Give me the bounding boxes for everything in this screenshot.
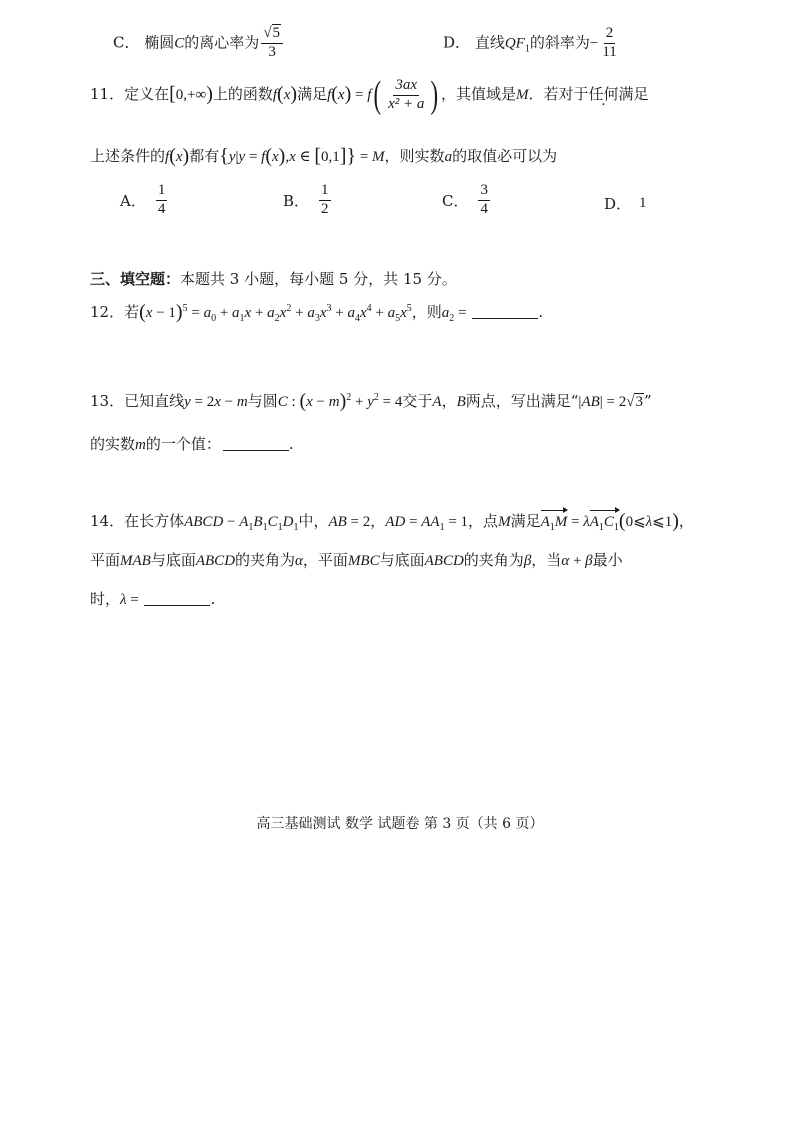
q10-option-d: D． 直线$QF_1$的斜率为− $\frac{2}{11}$ — [443, 25, 617, 60]
q11-option-b: B． $\frac{1}{2}$ — [283, 182, 329, 217]
q11-line2: 上述条件的f(x)都有{y|y = f(x),x ∈ [0,1]} = M，则实数a的取值必可以为 — [90, 145, 558, 167]
q14-answer-blank[interactable] — [144, 593, 210, 606]
q11-fraction: $\frac{3ax}{\text{x² + a}}$ — [388, 76, 425, 112]
q10-optd-fraction: $\frac{2}{11}$ — [602, 25, 617, 60]
q11-emphasis: 任何 — [588, 85, 619, 103]
q14-line2: 平面MAB与底面ABCD的夹角为α，平面MBC与底面ABCD的夹角为β，当α + β最小 — [90, 551, 623, 569]
q11-option-c: C． $\frac{3}{4}$ — [442, 182, 488, 217]
q13-line1: 13．已知直线y = 2x − m与圆C : $(x - m)^2 + y^2 = 4$交于A，B两点，写出满足“|AB| = 2√3” — [90, 390, 652, 412]
section-3-heading: 三、填空题：本题共 3 小题，每小题 5 分，共 15 分。 — [90, 270, 457, 288]
page-footer: 高三基础测试 数学 试题卷 第 3 页（共 6 页） — [256, 816, 544, 832]
q11-option-a: A． $\frac{1}{4}$ — [120, 182, 166, 217]
q14-line3: 时，λ = . — [90, 590, 216, 608]
q14-line1: 14．在长方体ABCD − $A_1B_1C_1D_1$中，AB = 2，AD = $AA_1 = 1$，点M满足$A_1M$ = $\lambda A_1C_1(0⩽\lambda⩽1)$， — [90, 510, 694, 533]
q12-answer-blank[interactable] — [472, 306, 538, 319]
q10-option-c: C． 椭圆C的离心率为 $\frac{√5}{3}$ — [113, 26, 285, 61]
q11-line1: 11．定义在[0,+∞)上的函数f(x)满足f(x) = f( $\frac{3ax}{\text{x² + a}}$ ) ，其值域是M．若对于任何满足 — [90, 74, 649, 116]
q12-line: 12．若$(x - 1)^5 = a_0 + a_1x + a_2x^2 + a_3x^3 + a_4x^4 + a_5x^5$，则$a_2$ = . — [90, 301, 544, 324]
q13-line2: 的实数m的一个值： . — [90, 435, 294, 453]
q10-optc-fraction: $\frac{√5}{3}$ — [261, 26, 283, 61]
q11-option-d: D． 1 — [604, 195, 647, 213]
q13-answer-blank[interactable] — [223, 438, 289, 451]
